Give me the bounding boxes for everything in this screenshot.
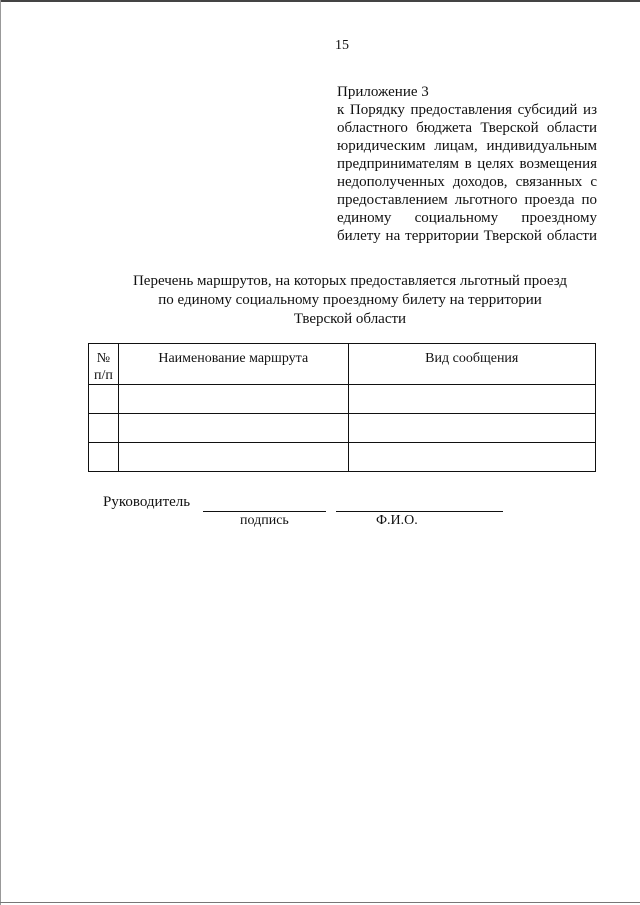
scan-edge-bottom bbox=[0, 902, 640, 903]
table-cell bbox=[118, 385, 348, 414]
table-cell bbox=[89, 385, 119, 414]
signature-line bbox=[203, 511, 326, 512]
header-number bbox=[89, 344, 119, 385]
scan-edge-left bbox=[0, 0, 1, 905]
signature-label: Руководитель bbox=[103, 494, 191, 510]
table-cell bbox=[89, 443, 119, 472]
appendix-note bbox=[337, 83, 597, 245]
appendix-line: предпринимателям в целях возмещения bbox=[337, 156, 597, 172]
routes-table bbox=[88, 343, 596, 472]
header-route-name: Наименование маршрута bbox=[118, 344, 348, 385]
scan-edge-top bbox=[0, 0, 640, 2]
table-cell bbox=[348, 385, 595, 414]
title-line: Тверской области bbox=[293, 311, 407, 327]
appendix-title: Приложение 3 bbox=[337, 84, 429, 100]
appendix-line: единому социальному проездному bbox=[337, 210, 597, 226]
name-line bbox=[336, 511, 503, 512]
appendix-line: к Порядку предоставления субсидий из bbox=[337, 102, 597, 118]
appendix-line: предоставлением льготного проезда по bbox=[337, 192, 597, 208]
appendix-line: юридическим лицам, индивидуальным bbox=[337, 138, 597, 154]
signature-caption: подпись bbox=[240, 513, 289, 528]
document-title bbox=[60, 272, 640, 329]
header-service-type: Вид сообщения bbox=[348, 344, 595, 385]
header-number-label: № п/п bbox=[94, 351, 113, 383]
table-cell bbox=[118, 414, 348, 443]
table-cell bbox=[89, 414, 119, 443]
table-cell bbox=[348, 443, 595, 472]
title-line: Перечень маршрутов, на которых предоставляется льготный проезд bbox=[132, 273, 568, 289]
page-number: 15 bbox=[335, 38, 349, 53]
table-cell bbox=[348, 414, 595, 443]
appendix-line: билету на территории Тверской области bbox=[337, 228, 597, 244]
title-line: по единому социальному проездному билету на территории bbox=[158, 292, 542, 308]
table-row bbox=[89, 443, 596, 472]
table-header-row bbox=[89, 344, 596, 385]
table-cell bbox=[118, 443, 348, 472]
table-row bbox=[89, 385, 596, 414]
appendix-line: недополученных доходов, связанных с bbox=[337, 174, 597, 190]
table-row bbox=[89, 414, 596, 443]
name-caption: Ф.И.О. bbox=[376, 513, 418, 528]
appendix-line: областного бюджета Тверской области bbox=[337, 120, 597, 136]
